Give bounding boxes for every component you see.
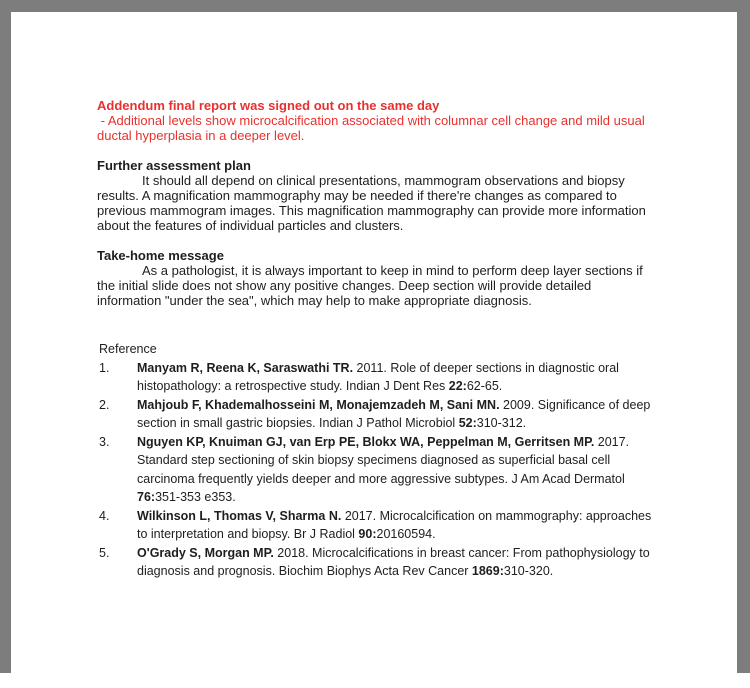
reference-citation (137, 433, 654, 507)
reference-citation (137, 396, 654, 433)
reference-citation (137, 507, 654, 544)
addendum-note: - Additional levels show microcalcification associated with columnar cell change and mild usual ductal hyperplasia in a deeper level. (97, 113, 649, 143)
reference-item (99, 433, 654, 507)
reference-volume: 1869: (471, 564, 504, 578)
reference-body-text: 2009. Significance of deep section in small gastric biopsies. Indian J Pathol Microbiol (137, 397, 654, 430)
reference-pages: 62-65. (466, 379, 503, 393)
reference-body-text: 2011. Role of deeper sections in diagnostic oral histopathology: a retrospective study. Indian J Dent Res (137, 360, 623, 393)
reference-heading: Reference (99, 342, 157, 356)
section-paragraph-further-assessment-plan: It should all depend on clinical presentations, mammogram observations and biopsy results. A magnification mammography may be needed if there're changes as compared to previous mammogram images. This magnification mammography can provide more information about the features of individual particles and clusters. (97, 173, 646, 233)
reference-authors: O'Grady S, Morgan MP. (137, 545, 274, 560)
reference-pages: 310-312. (476, 416, 527, 430)
section-paragraph-take-home-message: As a pathologist, it is always important to keep in mind to perform deep layer sections if the initial slide does not show any positive changes. Deep section will provide detailed information "under the sea", which may help to make appropriate diagnosis. (97, 263, 643, 308)
reference-number: 4. (99, 508, 110, 523)
reference-item (99, 507, 654, 544)
reference-number: 5. (99, 545, 110, 560)
reference-volume: 90: (358, 527, 377, 541)
section-heading-further-assessment-plan: Further assessment plan (97, 158, 251, 173)
reference-pages: 351-353 e353. (155, 490, 236, 504)
reference-body-text: 2018. Microcalcifications in breast cancer: From pathophysiology to diagnosis and prognosis. Biochim Biophys Acta Rev Cancer (137, 545, 654, 578)
reference-pages: 20160594. (376, 527, 436, 541)
reference-volume: 22: (448, 379, 467, 393)
section-heading-take-home-message: Take-home message (97, 248, 224, 263)
addendum-heading: Addendum final report was signed out on the same day (97, 98, 440, 113)
document-content (97, 98, 654, 581)
reference-number: 1. (99, 360, 110, 375)
reference-authors: Mahjoub F, Khademalhosseini M, Monajemzadeh M, Sani MN. (137, 397, 500, 412)
reference-number: 3. (99, 434, 110, 449)
reference-citation (137, 544, 654, 581)
reference-item (99, 396, 654, 433)
reference-authors: Nguyen KP, Knuiman GJ, van Erp PE, Blokx WA, Peppelman M, Gerritsen MP. (137, 434, 595, 449)
reference-body-text: 2017. Standard step sectioning of skin biopsy specimens diagnosed as superficial basal cell carcinoma frequently yields deeper and more aggressive subtypes. J Am Acad Dermatol (137, 434, 633, 486)
reference-item (99, 359, 654, 396)
reference-number: 2. (99, 397, 110, 412)
document-page (11, 12, 737, 673)
reference-authors: Manyam R, Reena K, Saraswathi TR. (137, 360, 354, 375)
reference-volume: 52: (458, 416, 477, 430)
reference-body-text: 2017. Microcalcification on mammography: approaches to interpretation and biopsy. Br J Radiol (137, 508, 655, 541)
reference-section (97, 340, 654, 581)
reference-item (99, 544, 654, 581)
reference-authors: Wilkinson L, Thomas V, Sharma N. (137, 508, 342, 523)
reference-citation (137, 359, 654, 396)
reference-volume: 76: (137, 490, 156, 504)
reference-pages: 310-320. (503, 564, 554, 578)
